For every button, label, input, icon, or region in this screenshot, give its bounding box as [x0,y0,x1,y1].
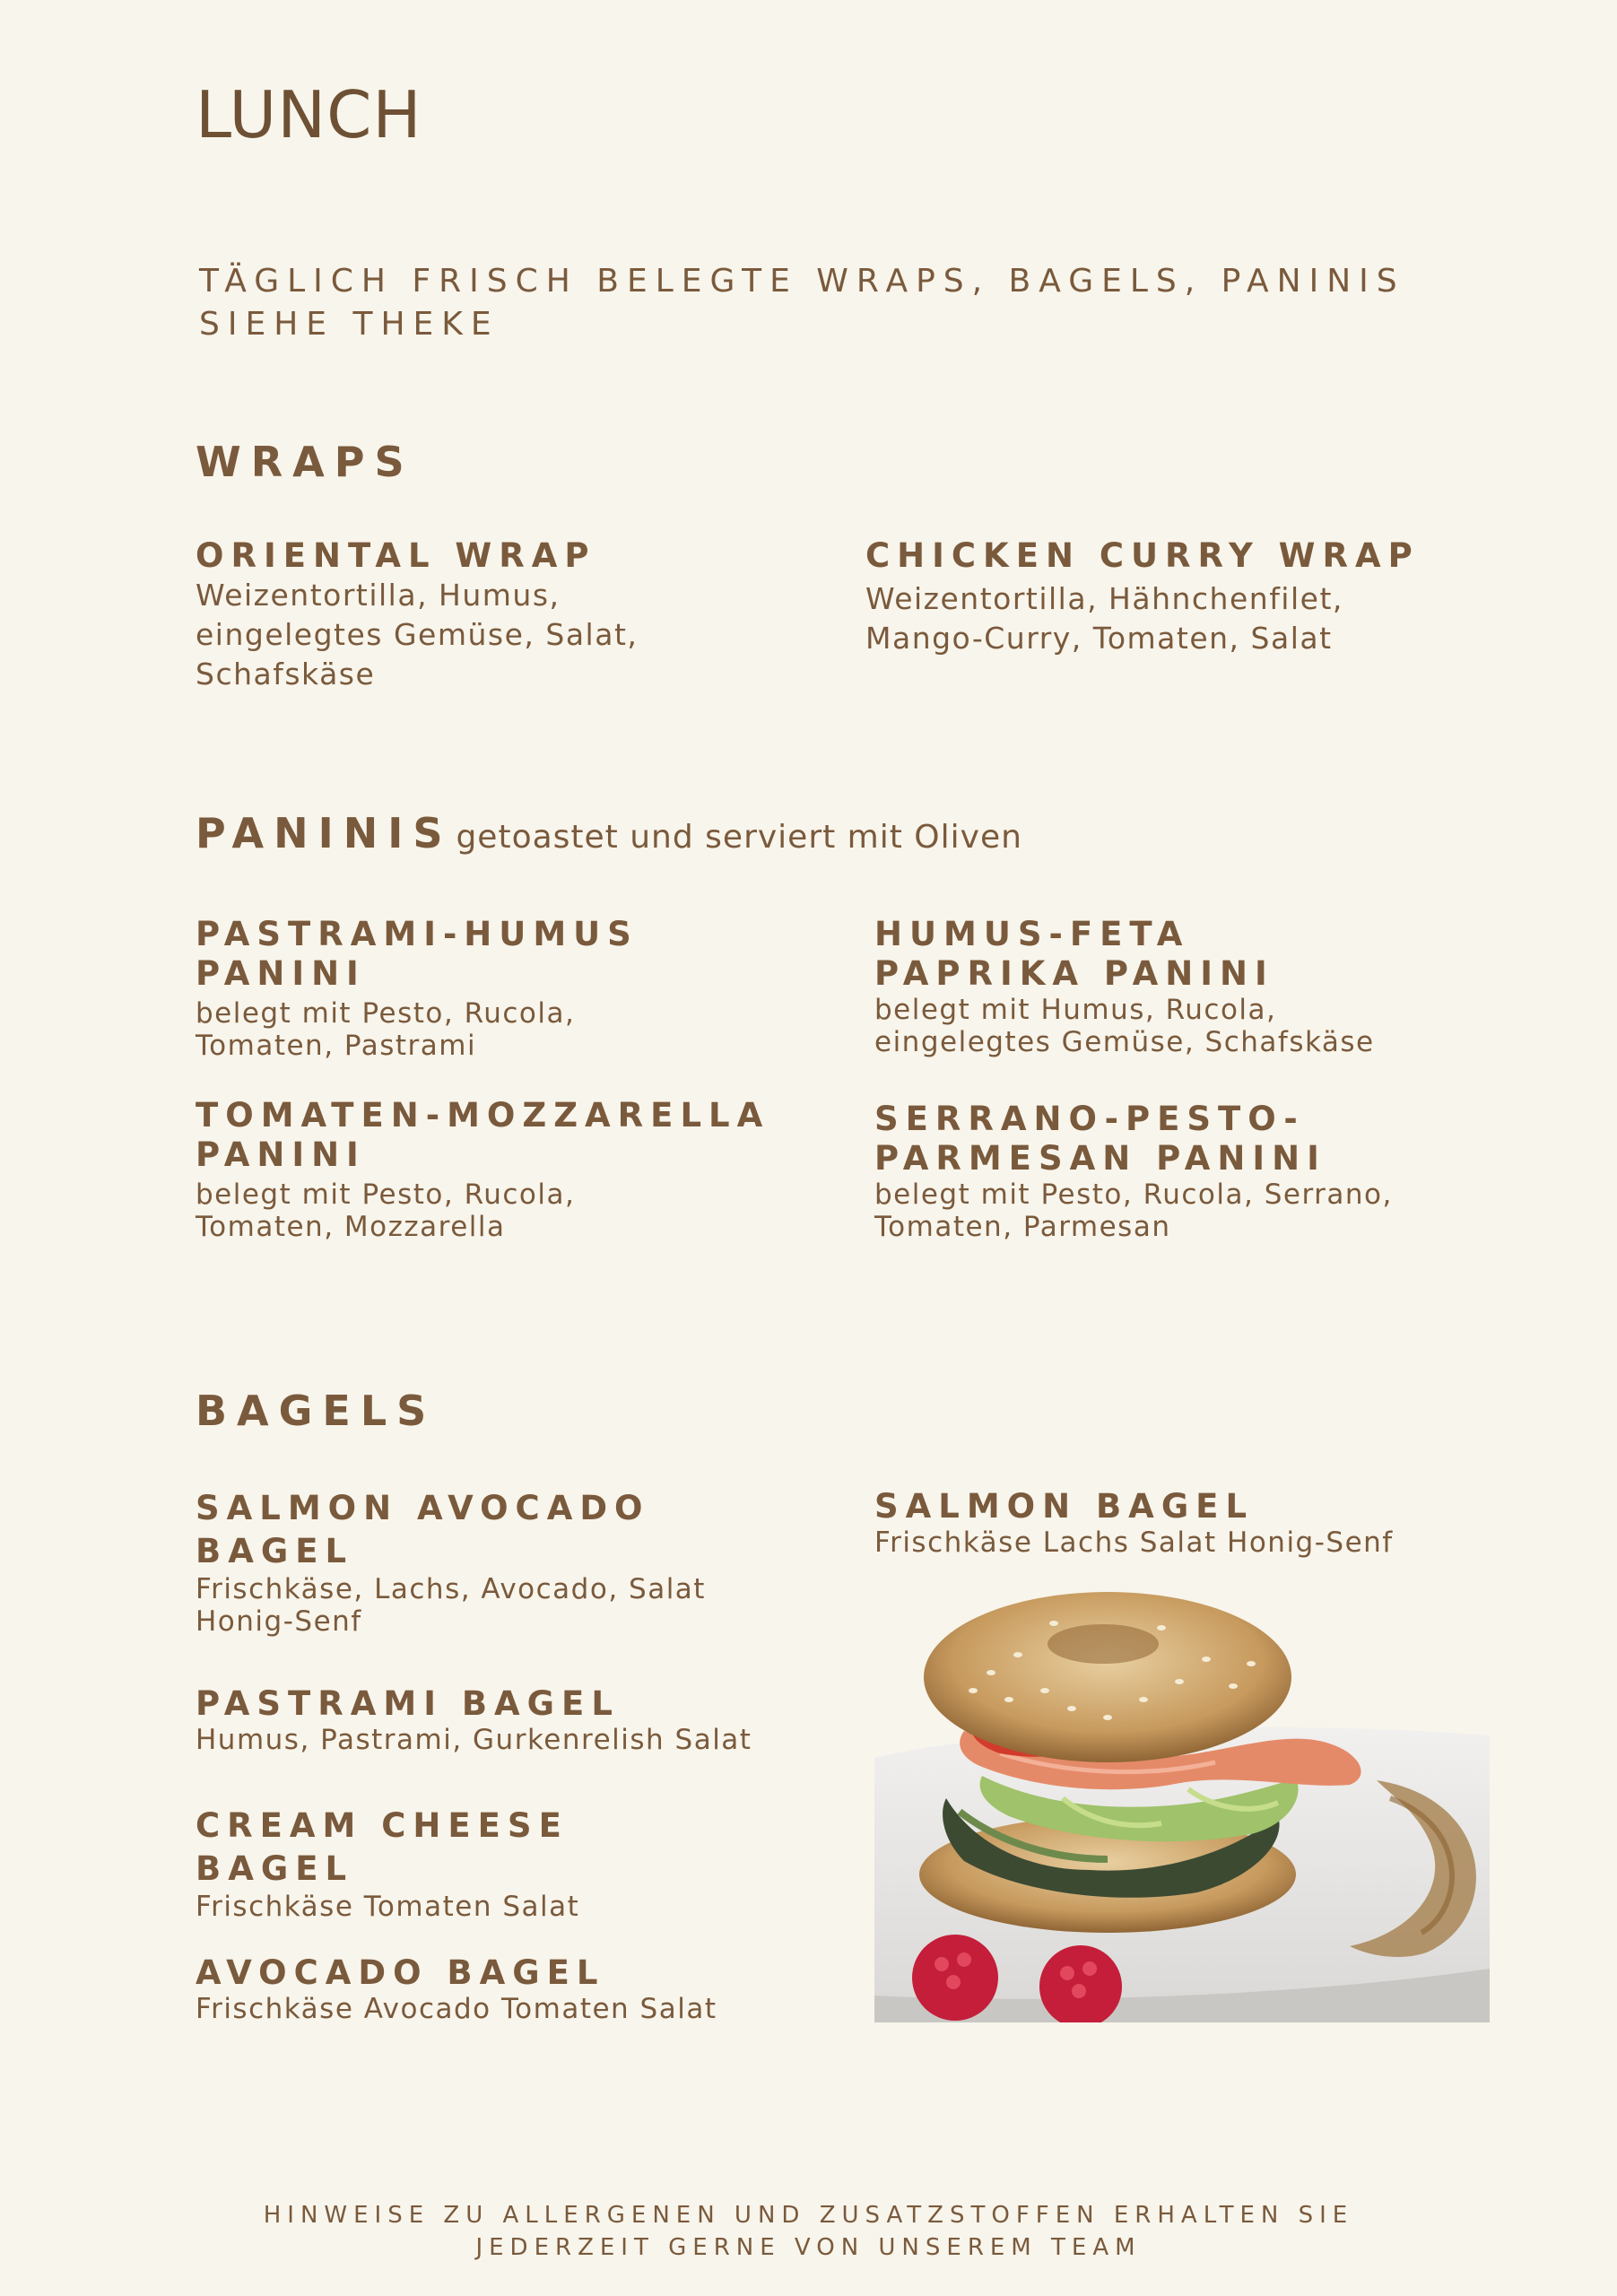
name-line: PASTRAMI-HUMUS [196,915,639,953]
item-name [196,1805,841,1891]
item-description [196,1573,841,1638]
desc-line: Tomaten, Pastrami [196,1030,477,1062]
item-name [196,1487,841,1573]
desc-line: eingelegtes Gemüse, Salat, [196,617,639,652]
desc-line: Tomaten, Parmesan [874,1211,1171,1243]
menu-item-humus-feta-paprika-panini [874,915,1520,1058]
section-subtitle: getoastet und serviert mit Oliven [456,819,1022,856]
item-description: Frischkäse Avocado Tomaten Salat [196,1993,717,2025]
desc-line: belegt mit Pesto, Rucola, [196,1178,576,1211]
footer-line-1: HINWEISE ZU ALLERGENEN UND ZUSATZSTOFFEN ERHALTEN SIE [263,2202,1354,2229]
desc-line: eingelegtes Gemüse, Schafskäse [874,1026,1375,1058]
section-title-bagels: BAGELS [196,1387,437,1435]
desc-line: belegt mit Pesto, Rucola, [196,997,576,1030]
item-name: ORIENTAL WRAP [196,536,596,575]
item-description: Humus, Pastrami, Gurkenrelish Salat [196,1724,752,1756]
menu-item-salmon-bagel [874,1487,1556,1559]
name-line: TOMATEN-MOZZARELLA [196,1096,770,1135]
menu-item-pastrami-bagel [196,1684,859,1756]
allergen-notice [0,2199,1617,2264]
desc-line: Frischkäse, Lachs, Avocado, Salat [196,1573,706,1605]
item-name [874,915,1520,994]
menu-item-oriental-wrap [196,536,805,694]
intro-line-1: TÄGLICH FRISCH BELEGTE WRAPS, BAGELS, PANINIS [199,263,1405,300]
item-description: Frischkäse Tomaten Salat [196,1891,580,1923]
menu-item-serrano-pesto-parmesan-panini [874,1100,1538,1243]
menu-item-pastrami-humus-panini [196,915,841,1062]
menu-item-salmon-avocado-bagel [196,1487,841,1638]
desc-line: Tomaten, Mozzarella [196,1211,506,1243]
name-line: PANINI [196,954,366,993]
name-line: PANINI [196,1135,366,1174]
item-name: CHICKEN CURRY WRAP [865,536,1420,575]
item-description: Frischkäse Lachs Salat Honig-Senf [874,1526,1394,1559]
item-name [874,1100,1538,1178]
item-description [196,997,841,1062]
desc-line: Weizentortilla, Hähnchenfilet, [865,581,1343,616]
desc-line: belegt mit Pesto, Rucola, Serrano, [874,1178,1393,1211]
desc-line: Schafskäse [196,657,376,691]
name-line: PAPRIKA PANINI [874,954,1274,993]
menu-item-chicken-curry-wrap [865,536,1511,658]
desc-line: Honig-Senf [196,1605,362,1638]
salmon-bagel-photo [874,1574,1490,2022]
section-title-text: PANINIS [196,809,453,857]
section-title-wraps: WRAPS [196,438,414,486]
menu-item-avocado-bagel [196,1953,859,2025]
item-name: AVOCADO BAGEL [196,1953,605,1992]
intro-text [199,260,1455,346]
item-name: SALMON BAGEL [874,1487,1255,1526]
desc-line: Weizentortilla, Humus, [196,578,561,613]
item-name [196,915,841,994]
section-title-paninis [196,809,1022,857]
item-name: PASTRAMI BAGEL [196,1684,620,1723]
page-title: LUNCH [196,77,422,152]
item-name [196,1096,859,1175]
item-description [874,1178,1538,1243]
item-description [196,576,805,694]
menu-item-cream-cheese-bagel [196,1805,841,1923]
desc-line: Mango-Curry, Tomaten, Salat [865,621,1333,656]
menu-item-tomaten-mozzarella-panini [196,1096,859,1243]
item-description [196,1178,859,1243]
name-line: SALMON AVOCADO [196,1489,650,1527]
name-line: CREAM CHEESE [196,1806,569,1845]
footer-line-2: JEDERZEIT GERNE VON UNSEREM TEAM [475,2234,1142,2261]
name-line: SERRANO-PESTO- [874,1100,1305,1138]
name-line: PARMESAN PANINI [874,1139,1326,1178]
item-description [865,579,1511,658]
name-line: BAGEL [196,1849,354,1888]
intro-line-2: SIEHE THEKE [199,306,500,343]
desc-line: belegt mit Humus, Rucola, [874,994,1277,1026]
name-line: HUMUS-FETA [874,915,1190,953]
item-description [874,994,1520,1058]
name-line: BAGEL [196,1532,354,1570]
